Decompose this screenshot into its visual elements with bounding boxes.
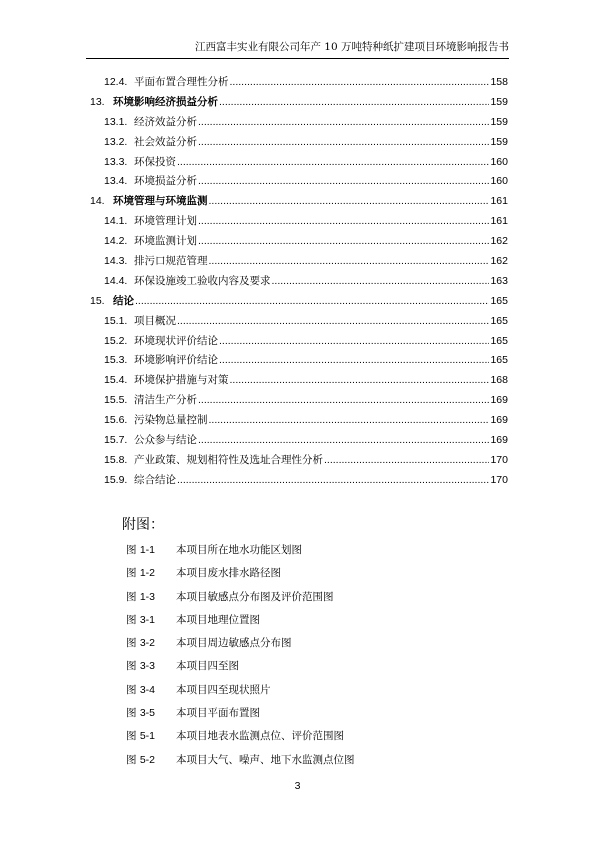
toc-entry[interactable] (86, 273, 508, 293)
annex-figure-label (126, 589, 176, 604)
toc-entry-title: 环境管理计划 (134, 215, 197, 228)
toc-entry[interactable] (86, 372, 508, 392)
annex-figure-title: 本项目敏感点分布图及评价范围图 (176, 590, 334, 603)
toc-leader-dots (209, 255, 490, 267)
toc-entry[interactable] (86, 134, 508, 154)
toc-entry-number: 13.3. (104, 155, 128, 168)
annex-figure-prefix: 图 (126, 613, 137, 626)
annex-figure-prefix: 图 (126, 590, 137, 603)
toc-leader-dots (209, 195, 490, 207)
toc-entry-page: 165 (490, 294, 508, 307)
annex-figure-prefix: 图 (126, 683, 137, 696)
toc-entry-title: 环境影响经济损益分析 (113, 95, 218, 108)
annex-figure-number: 1-2 (139, 567, 156, 580)
annex-figure-title: 本项目所在地水功能区划图 (176, 544, 302, 556)
toc-entry-title: 环保投资 (134, 155, 176, 168)
toc-entry-title: 清洁生产分析 (134, 394, 197, 407)
annex-figure-prefix: 图 (126, 753, 137, 766)
annex-figure-title: 本项目大气、噪声、地下水监测点位图 (176, 753, 355, 766)
annex-figure-title: 本项目周边敏感点分布图 (176, 637, 292, 650)
toc-entry-title: 环境影响评价结论 (134, 354, 218, 367)
toc-entry-number: 15.4. (104, 374, 128, 387)
toc-leader-dots (209, 414, 490, 426)
annex-figure-item (126, 589, 355, 612)
toc-entry-number: 15.5. (104, 394, 128, 407)
toc-leader-dots (219, 96, 489, 108)
toc-entry-number: 13.2. (104, 135, 128, 148)
toc-entry-number: 14.1. (104, 215, 128, 228)
toc-leader-dots (324, 454, 489, 466)
toc-entry-page: 163 (490, 274, 508, 287)
toc-entry-title: 社会效益分析 (134, 135, 197, 148)
annex-figure-label (126, 728, 176, 743)
toc-entry[interactable] (86, 293, 508, 313)
annex-figure-prefix: 图 (126, 660, 137, 673)
toc-leader-dots (230, 76, 490, 88)
annex-figure-label (126, 752, 176, 767)
toc-entry[interactable] (86, 233, 508, 253)
toc-entry-number: 13.4. (104, 175, 128, 188)
toc-entry[interactable] (86, 114, 508, 134)
annex-figure-label (126, 658, 176, 673)
annex-figure-number: 3-1 (139, 613, 156, 626)
toc-entry[interactable] (86, 213, 508, 233)
toc-leader-dots (177, 315, 489, 327)
annex-figure-title: 本项目废水排水路径图 (176, 567, 281, 580)
annex-figure-label (126, 705, 176, 720)
toc-leader-dots (219, 354, 489, 366)
toc-leader-dots (198, 235, 489, 247)
toc-entry-number: 15. (90, 294, 105, 307)
toc-entry[interactable] (86, 313, 508, 333)
toc-entry-number: 14.4. (104, 274, 128, 287)
toc-entry-title: 经济效益分析 (134, 115, 197, 128)
toc-entry[interactable] (86, 193, 508, 213)
annex-figure-item (126, 612, 355, 635)
toc-leader-dots (230, 374, 490, 386)
annex-figure-label (126, 565, 176, 580)
toc-entry[interactable] (86, 432, 508, 452)
annex-figure-number: 3-4 (139, 683, 156, 696)
annex-figure-item (126, 728, 355, 751)
toc-leader-dots (198, 394, 489, 406)
annex-figure-item (126, 658, 355, 681)
toc-leader-dots (135, 295, 489, 307)
toc-entry-page: 160 (490, 175, 508, 188)
toc-leader-dots (198, 136, 489, 148)
annex-figure-list (126, 542, 355, 775)
annex-figure-label (126, 635, 176, 650)
toc-entry-number: 15.2. (104, 334, 128, 347)
toc-entry-page: 165 (490, 314, 508, 327)
toc-entry-number: 13. (90, 95, 105, 108)
toc-leader-dots (219, 335, 489, 347)
toc-entry[interactable] (86, 154, 508, 174)
annex-figure-title: 本项目平面布置图 (176, 707, 260, 720)
annex-figure-prefix: 图 (126, 707, 137, 720)
toc-entry-title: 产业政策、规划相符性及选址合理性分析 (134, 453, 323, 466)
toc-entry[interactable] (86, 452, 508, 472)
toc-entry-title: 公众参与结论 (134, 434, 197, 447)
toc-entry-page: 162 (490, 255, 508, 268)
toc-entry-page: 165 (490, 334, 508, 347)
toc-entry-page: 159 (490, 135, 508, 148)
toc-leader-dots (198, 175, 489, 187)
annex-heading: 附图： (122, 517, 164, 533)
annex-figure-item (126, 752, 355, 775)
annex-figure-number: 3-2 (139, 637, 156, 650)
toc-entry-title: 环境管理与环境监测 (113, 195, 208, 208)
toc-entry-page: 170 (490, 453, 508, 466)
toc-entry-title: 环境损益分析 (134, 175, 197, 188)
annex-figure-label (126, 682, 176, 697)
annex-figure-title: 本项目地理位置图 (176, 613, 260, 626)
toc-entry-number: 12.4. (104, 76, 128, 88)
toc-entry-title: 排污口规范管理 (134, 255, 208, 268)
toc-entry-number: 14. (90, 195, 105, 208)
toc-entry-number: 13.1. (104, 115, 128, 128)
toc-entry[interactable] (86, 94, 508, 114)
annex-figure-number: 1-1 (139, 544, 156, 556)
toc-entry-number: 15.3. (104, 354, 128, 367)
toc-leader-dots (198, 434, 489, 446)
annex-figure-number: 1-3 (139, 590, 156, 603)
toc-entry-title: 项目概况 (134, 314, 176, 327)
toc-entry-page: 159 (490, 95, 508, 108)
annex-figure-item (126, 682, 355, 705)
toc-leader-dots (177, 156, 489, 168)
toc-entry-page: 165 (490, 354, 508, 367)
toc-entry[interactable] (86, 352, 508, 372)
toc-entry-number: 15.1. (104, 314, 128, 327)
toc-entry-page: 169 (490, 414, 508, 427)
toc-entry-title: 环境监测计划 (134, 235, 197, 248)
toc-entry-number: 15.8. (104, 453, 128, 466)
annex-figure-item (126, 705, 355, 728)
header-text: 江西富丰实业有限公司年产 10 万吨特种纸扩建项目环境影响报告书 (194, 41, 509, 53)
toc-entry[interactable] (86, 412, 508, 432)
toc-entry-title: 平面布置合理性分析 (134, 76, 229, 88)
annex-figure-prefix: 图 (126, 567, 137, 580)
toc-entry-page: 161 (490, 215, 508, 228)
toc-entry-title: 污染物总量控制 (134, 414, 208, 427)
annex-figure-label (126, 542, 176, 557)
toc-entry-number: 14.3. (104, 255, 128, 268)
annex-figure-number: 3-3 (139, 660, 156, 673)
toc-entry[interactable] (86, 392, 508, 412)
toc-leader-dots (272, 275, 490, 287)
toc-entry[interactable] (86, 472, 508, 492)
toc-entry-page: 161 (490, 195, 508, 208)
toc-entry-page: 168 (490, 374, 508, 387)
toc-entry-title: 结论 (113, 294, 134, 307)
annex-figure-number: 3-5 (139, 707, 156, 720)
toc-entry-title: 环境现状评价结论 (134, 334, 218, 347)
annex-figure-item (126, 565, 355, 588)
table-of-contents (86, 74, 508, 492)
toc-entry-page: 169 (490, 394, 508, 407)
toc-leader-dots (198, 215, 489, 227)
toc-entry[interactable] (86, 173, 508, 193)
annex-figure-prefix: 图 (126, 637, 137, 650)
running-header (86, 40, 509, 59)
toc-entry-number: 15.9. (104, 473, 128, 486)
toc-entry[interactable] (86, 333, 508, 353)
annex-figure-number: 5-1 (139, 730, 156, 743)
page-number: 3 (294, 780, 301, 792)
toc-entry-number: 14.2. (104, 235, 128, 248)
toc-entry-page: 170 (490, 473, 508, 486)
toc-entry-title: 环保设施竣工验收内容及要求 (134, 274, 271, 287)
annex-figure-title: 本项目地表水监测点位、评价范围图 (176, 730, 344, 743)
toc-entry-page: 159 (490, 115, 508, 128)
annex-figure-number: 5-2 (139, 753, 156, 766)
annex-figure-title: 本项目四至图 (176, 660, 239, 673)
annex-figure-prefix: 图 (126, 544, 137, 556)
toc-leader-dots (198, 116, 489, 128)
annex-figure-item (126, 635, 355, 658)
toc-entry-page: 160 (490, 155, 508, 168)
annex-figure-label (126, 612, 176, 627)
toc-entry[interactable] (86, 253, 508, 273)
toc-entry-page: 158 (490, 76, 508, 88)
toc-leader-dots (177, 474, 489, 486)
toc-entry-number: 15.6. (104, 414, 128, 427)
toc-entry-number: 15.7. (104, 434, 128, 447)
toc-entry-title: 环境保护措施与对策 (134, 374, 229, 387)
toc-entry[interactable] (86, 74, 508, 94)
toc-entry-title: 综合结论 (134, 473, 176, 486)
annex-figure-title: 本项目四至现状照片 (176, 683, 271, 696)
toc-entry-page: 169 (490, 434, 508, 447)
annex-figure-prefix: 图 (126, 730, 137, 743)
annex-figure-item (126, 542, 355, 565)
toc-entry-page: 162 (490, 235, 508, 248)
